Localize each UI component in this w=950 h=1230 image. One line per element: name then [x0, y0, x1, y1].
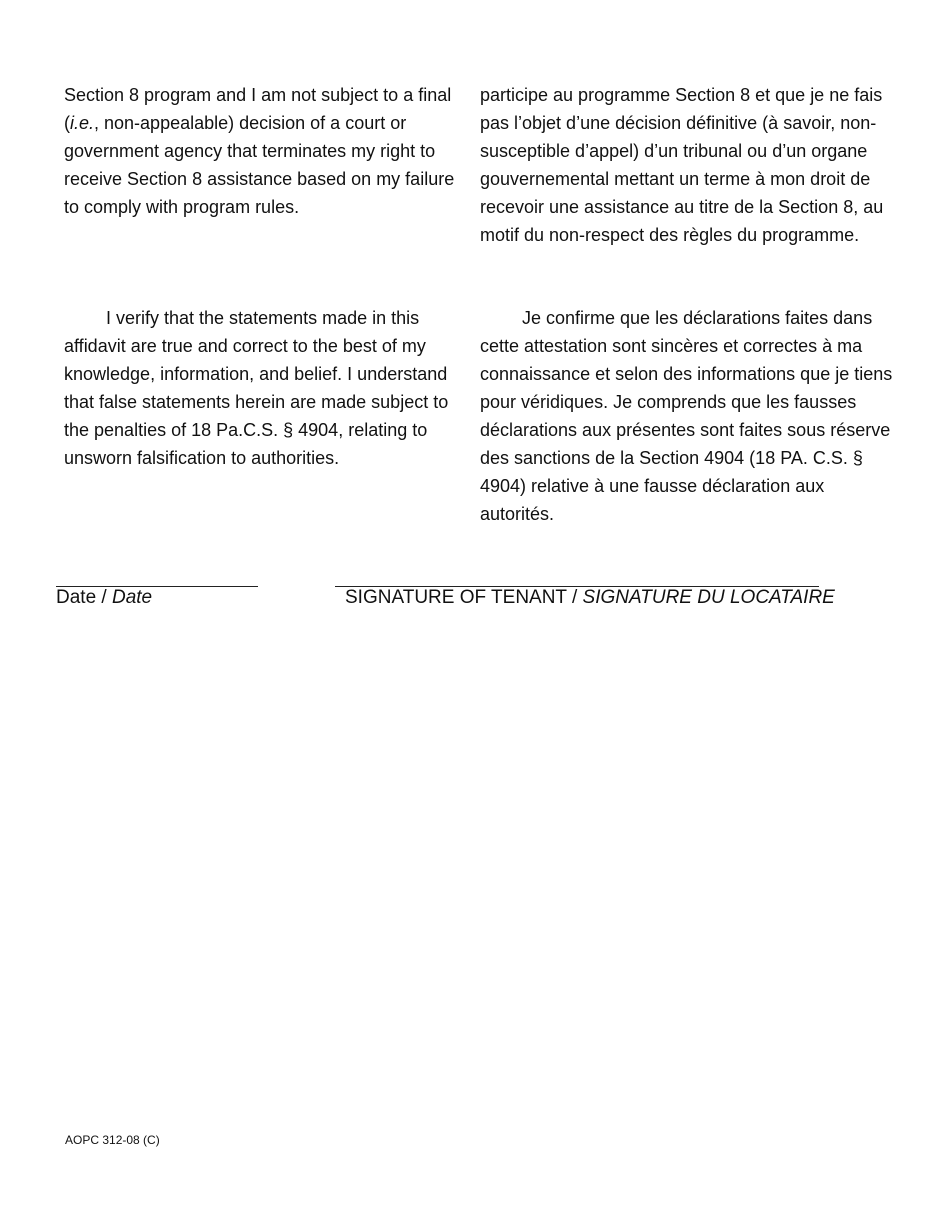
english-continuation-text [64, 81, 469, 221]
english-text-part-a: Section 8 program and I am not subject to a final ( [64, 85, 452, 133]
date-label-english: Date / [56, 587, 107, 608]
french-verification-paragraph [480, 304, 895, 528]
french-verification-text: Je confirme que les déclarations faites dans cette attestation sont sincères et correctes à ma connaissance et selon des informations que je tiens pour véridiques. Je comprends que les fausses déclarations aux présentes sont faites sous réserve des sanctions de la Section 4904 (18 PA. C.S. § 4904) relative à une fausse déclaration aux autorités. [480, 308, 893, 524]
french-continuation-paragraph [480, 81, 895, 249]
english-continuation-paragraph [64, 81, 469, 221]
ie-abbreviation: i.e. [70, 113, 95, 133]
date-label-french: Date [111, 587, 153, 608]
form-code: AOPC 312-08 (C) [65, 1133, 160, 1147]
tenant-signature-label-english: SIGNATURE OF TENANT / [345, 587, 578, 608]
english-text-part-b: , non-appealable) decision of a court or government agency that terminates my right to receive Section 8 assistance based on my failure to comply with program rules. [64, 113, 455, 217]
english-verification-paragraph [64, 304, 469, 472]
tenant-signature-label [345, 586, 835, 610]
french-continuation-text: participe au programme Section 8 et que je ne fais pas l’objet d’une décision définitive (à savoir, non-susceptible d’appel) d’un tribunal ou d’un organe gouvernemental mettant un terme à mon droit de recevoir une assistance au titre de la Section 8, au motif du non-respect des règles du programme. [480, 85, 884, 245]
date-label [56, 586, 152, 610]
english-verification-text: I verify that the statements made in this affidavit are true and correct to the best of my knowledge, information, and belief. I understand that false statements herein are made subject to the penalties of 18 Pa.C.S. § 4904, relating to unsworn falsification to authorities. [64, 308, 449, 468]
tenant-signature-label-french: SIGNATURE DU LOCATAIRE [582, 587, 835, 608]
